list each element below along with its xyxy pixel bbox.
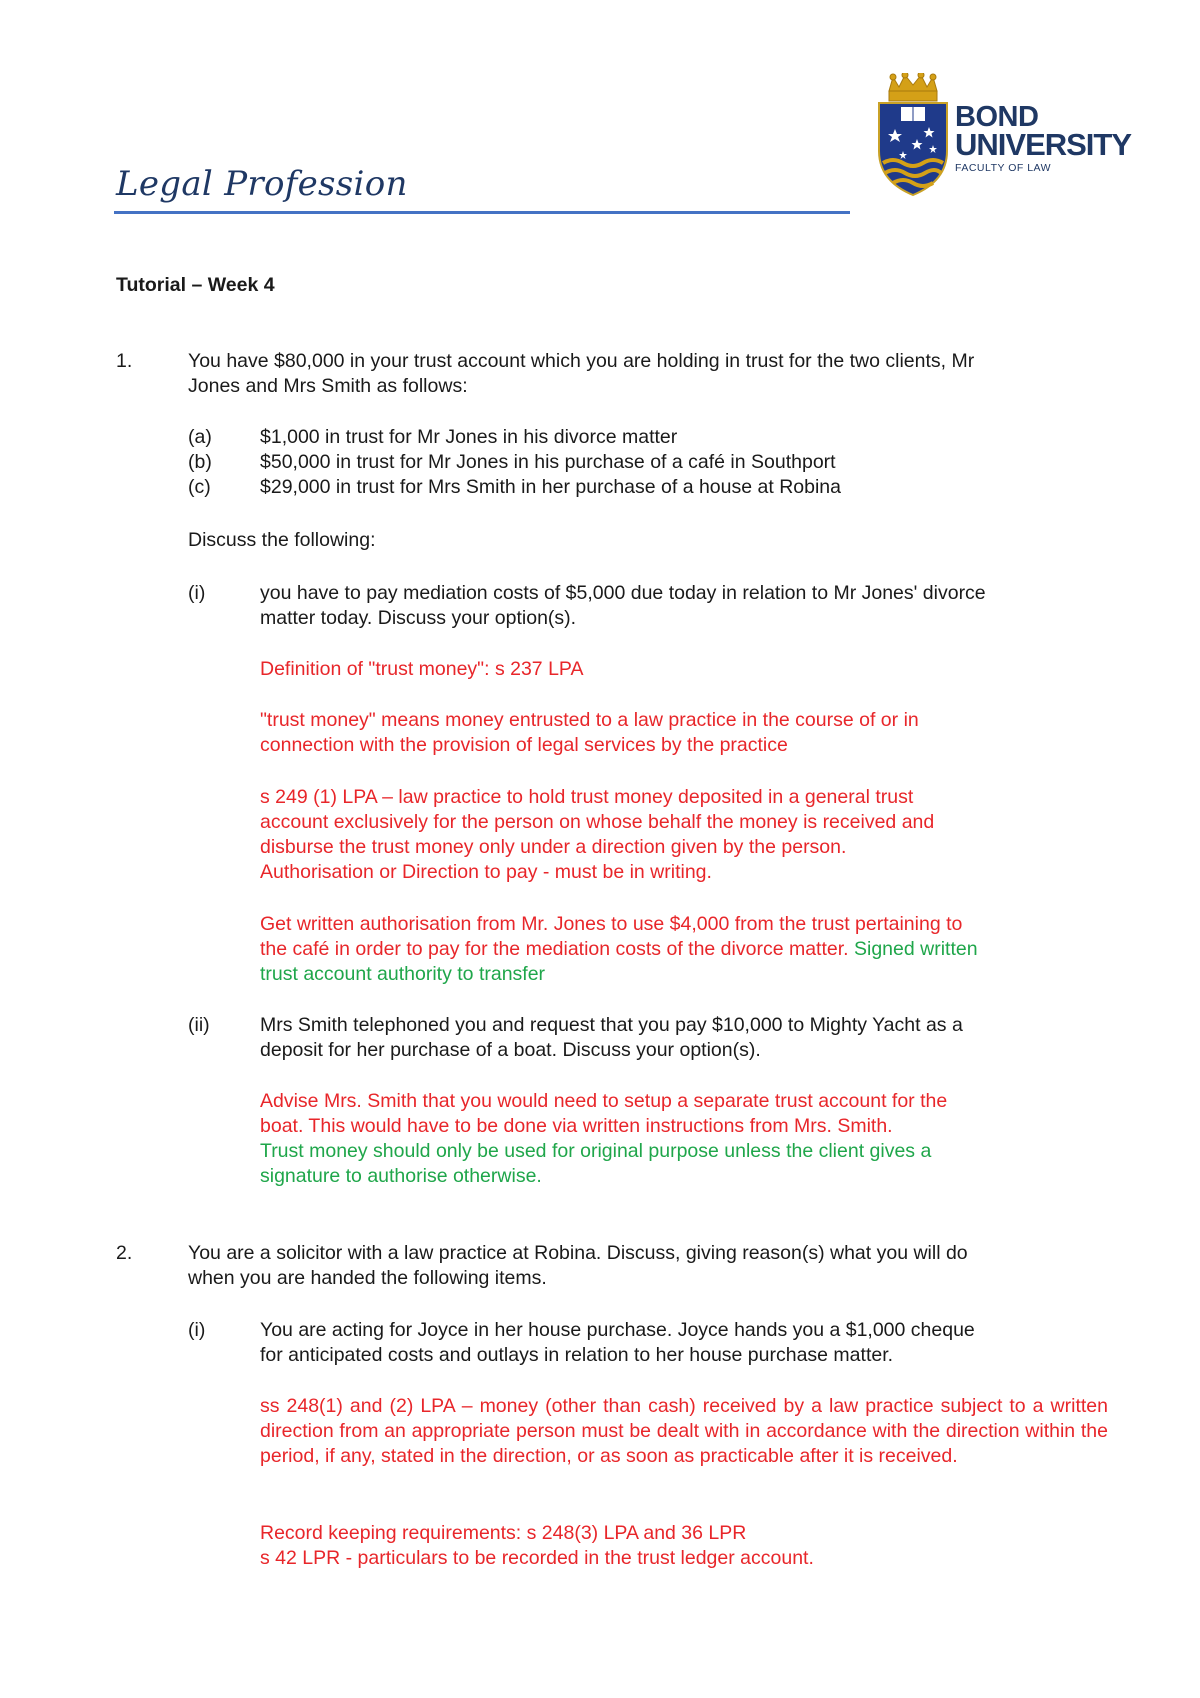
q1-i-line1: you have to pay mediation costs of $5,000 due today in relation to Mr Jones' divorce [260,582,986,604]
q1-i-answer-s249-line3: disburse the trust money only under a direction given by the person. [260,836,847,858]
q1-item-b: $50,000 in trust for Mr Jones in his purchase of a café in Southport [260,451,836,473]
q1-ii-answer-line2: boat. This would have to be done via written instructions from Mrs. Smith. [260,1115,893,1137]
tutorial-heading: Tutorial – Week 4 [116,274,275,296]
q2-i-line1: You are acting for Joyce in her house purchase. Joyce hands you a $1,000 cheque [260,1319,975,1341]
q2-i-line2: for anticipated costs and outlays in relation to her house purchase matter. [260,1344,894,1366]
q2-text-line1: You are a solicitor with a law practice at Robina. Discuss, giving reason(s) what you will do [188,1242,968,1264]
q1-ii-note-line1: Trust money should only be used for original purpose unless the client gives a [260,1140,932,1162]
q1-i-label: (i) [188,582,206,604]
q2-i-answer-record-keeping: Record keeping requirements: s 248(3) LPA and 36 LPR [260,1522,747,1544]
q1-i-answer-authorisation-line1: Get written authorisation from Mr. Jones to use $4,000 from the trust pertaining to [260,913,963,935]
q1-item-label-a: (a) [188,426,212,448]
q2-number: 2. [116,1242,133,1264]
q1-i-answer-definition: Definition of "trust money": s 237 LPA [260,658,584,680]
q1-ii-label: (ii) [188,1014,210,1036]
q1-i-answer-trust-money-line1: "trust money" means money entrusted to a law practice in the course of or in [260,709,919,731]
q1-i-note-green-line2: trust account authority to transfer [260,963,546,985]
logo-wordmark [955,101,1132,176]
q2-i-label: (i) [188,1319,206,1341]
logo-line-faculty: FACULTY OF LAW [955,162,1052,174]
q1-i-answer-trust-money-line2: connection with the provision of legal services by the practice [260,734,788,756]
q1-i-answer-s249-line1: s 249 (1) LPA – law practice to hold trust money deposited in a general trust [260,786,914,808]
logo-line-bond: BOND [955,101,1039,133]
q1-item-label-c: (c) [188,476,211,498]
q2-i-answer-s248: ss 248(1) and (2) LPA – money (other than cash) received by a law practice subject to a written direction from an appropriate person must be dealt with in accordance with the direction within the period, if any, stated in the direction, or as soon as practicable after it is received. [260,1395,1108,1467]
q1-text-line1: You have $80,000 in your trust account which you are holding in trust for the two clients, Mr [188,350,975,372]
q1-i-answer-authorisation-red: the café in order to pay for the mediation costs of the divorce matter. [260,938,849,960]
q1-item-c: $29,000 in trust for Mrs Smith in her purchase of a house at Robina [260,476,841,498]
q1-text-line2: Jones and Mrs Smith as follows: [188,375,468,397]
q1-ii-note-line2: signature to authorise otherwise. [260,1165,542,1187]
q2-i-answer-s42: s 42 LPR - particulars to be recorded in the trust ledger account. [260,1547,814,1569]
q2-text-line2: when you are handed the following items. [188,1267,547,1289]
q1-discuss: Discuss the following: [188,529,376,551]
q1-item-label-b: (b) [188,451,212,473]
crest-icon [873,73,953,197]
q1-i-line2: matter today. Discuss your option(s). [260,607,577,629]
q1-item-a: $1,000 in trust for Mr Jones in his divorce matter [260,426,678,448]
q1-number: 1. [116,350,133,372]
q1-ii-line2: deposit for her purchase of a boat. Discuss your option(s). [260,1039,761,1061]
q1-ii-line1: Mrs Smith telephoned you and request that you pay $10,000 to Mighty Yacht as a [260,1014,963,1036]
page-title: Legal Profession [116,164,408,204]
q1-i-note-green: Signed written [853,938,978,960]
q1-i-answer-s249-line4: Authorisation or Direction to pay - must be in writing. [260,861,712,883]
q1-i-answer-s249-line2: account exclusively for the person on whose behalf the money is received and [260,811,935,833]
title-divider [114,211,850,214]
q1-ii-answer-line1: Advise Mrs. Smith that you would need to setup a separate trust account for the [260,1090,948,1112]
logo-line-university: UNIVERSITY [955,127,1132,162]
q1-i-answer-authorisation-line2 [260,937,978,962]
